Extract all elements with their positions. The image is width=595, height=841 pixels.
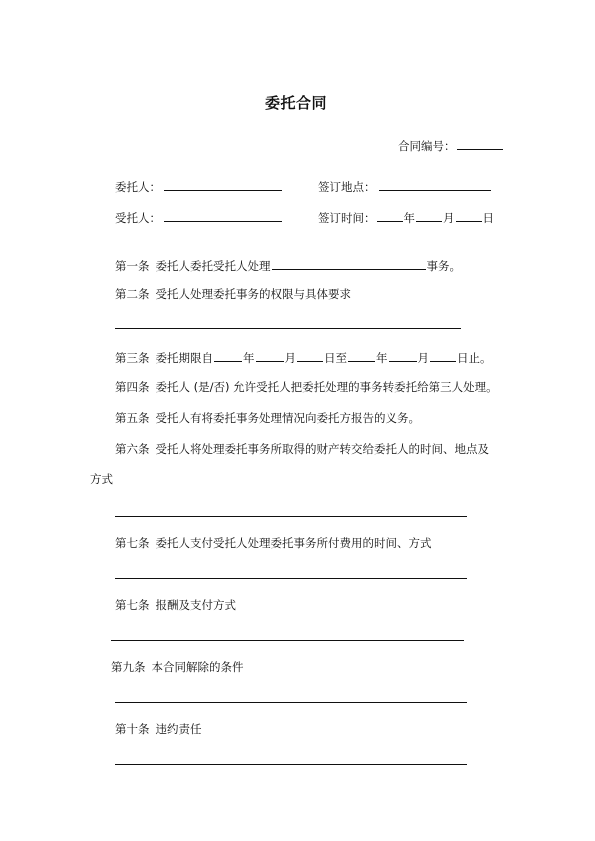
party-b-field[interactable] xyxy=(164,208,282,222)
party-b-row xyxy=(115,208,283,225)
sign-time-label: 签订时间： xyxy=(318,211,376,225)
sign-place-row xyxy=(318,177,492,194)
article-3-month-unit: 月 xyxy=(284,351,296,365)
article-2-fill-line[interactable] xyxy=(115,328,461,329)
article-3-end-year-field[interactable] xyxy=(348,348,375,362)
article-5-text: 受托人有将委托事务处理情况向委托方报告的义务。 xyxy=(155,411,420,425)
article-6 xyxy=(115,442,489,456)
party-a-label: 委托人： xyxy=(115,180,161,194)
article-9 xyxy=(111,660,244,674)
article-7 xyxy=(115,536,432,550)
article-4-label: 第四条 xyxy=(115,380,150,394)
article-3-month-unit-2: 月 xyxy=(417,351,429,365)
article-2-label: 第二条 xyxy=(115,287,150,301)
article-5 xyxy=(115,411,420,425)
article-7-label: 第七条 xyxy=(115,536,150,550)
party-b-label: 受托人： xyxy=(115,211,161,225)
sign-time-row xyxy=(318,208,494,225)
article-8-fill-line[interactable] xyxy=(111,640,464,641)
article-3-to-text: 日至 xyxy=(324,351,347,365)
article-3-text-a: 委托期限自 xyxy=(155,351,213,365)
contract-number-label: 合同编号： xyxy=(398,139,456,153)
article-4-text: 委托人 (是/否) 允许受托人把委托处理的事务转委托给第三人处理。 xyxy=(155,380,498,394)
article-1-text-a: 委托人委托受托人处理 xyxy=(155,259,271,273)
article-6-fill-line[interactable] xyxy=(115,516,467,517)
article-10-fill-line[interactable] xyxy=(115,764,467,765)
article-8-label: 第七条 xyxy=(115,598,150,612)
article-9-text: 本合同解除的条件 xyxy=(151,660,244,674)
party-a-field[interactable] xyxy=(164,177,282,191)
article-1-text-b: 事务。 xyxy=(426,259,461,273)
sign-month-field[interactable] xyxy=(416,208,442,222)
year-unit: 年 xyxy=(403,211,415,225)
article-3-start-month-field[interactable] xyxy=(256,348,284,362)
article-8-text: 报酬及支付方式 xyxy=(155,598,236,612)
article-6-continuation: 方式 xyxy=(90,472,113,486)
article-3-year-unit-2: 年 xyxy=(376,351,388,365)
article-3-start-day-field[interactable] xyxy=(297,348,323,362)
article-5-label: 第五条 xyxy=(115,411,150,425)
article-9-label: 第九条 xyxy=(111,660,146,674)
article-4 xyxy=(115,380,498,394)
day-unit: 日 xyxy=(482,211,494,225)
article-3-end-day-field[interactable] xyxy=(430,348,456,362)
article-3-year-unit: 年 xyxy=(243,351,255,365)
article-10 xyxy=(115,722,202,736)
article-7-text: 委托人支付受托人处理委托事务所付费用的时间、方式 xyxy=(155,536,432,550)
article-3-label: 第三条 xyxy=(115,351,150,365)
article-6-label: 第六条 xyxy=(115,442,150,456)
party-a-row xyxy=(115,177,283,194)
article-3-end-text: 日止。 xyxy=(457,351,492,365)
article-2 xyxy=(115,287,351,301)
article-8 xyxy=(115,598,236,612)
contract-number-row xyxy=(398,136,504,153)
contract-number-field[interactable] xyxy=(457,136,503,150)
article-3 xyxy=(115,348,492,365)
article-7-fill-line[interactable] xyxy=(115,578,467,579)
sign-day-field[interactable] xyxy=(456,208,482,222)
article-10-label: 第十条 xyxy=(115,722,150,736)
article-3-start-year-field[interactable] xyxy=(214,348,242,362)
sign-place-label: 签订地点： xyxy=(318,180,376,194)
article-3-end-month-field[interactable] xyxy=(389,348,417,362)
sign-place-field[interactable] xyxy=(379,177,491,191)
sign-year-field[interactable] xyxy=(377,208,403,222)
article-1-label: 第一条 xyxy=(115,259,150,273)
article-9-fill-line[interactable] xyxy=(115,702,467,703)
article-2-text: 受托人处理委托事务的权限与具体要求 xyxy=(155,287,351,301)
document-title: 委托合同 xyxy=(265,94,328,112)
article-10-text: 违约责任 xyxy=(155,722,202,736)
month-unit: 月 xyxy=(443,211,455,225)
article-1-field[interactable] xyxy=(272,256,426,270)
article-1 xyxy=(115,256,461,273)
article-6-text: 受托人将处理委托事务所取得的财产转交给委托人的时间、地点及 xyxy=(155,442,489,456)
